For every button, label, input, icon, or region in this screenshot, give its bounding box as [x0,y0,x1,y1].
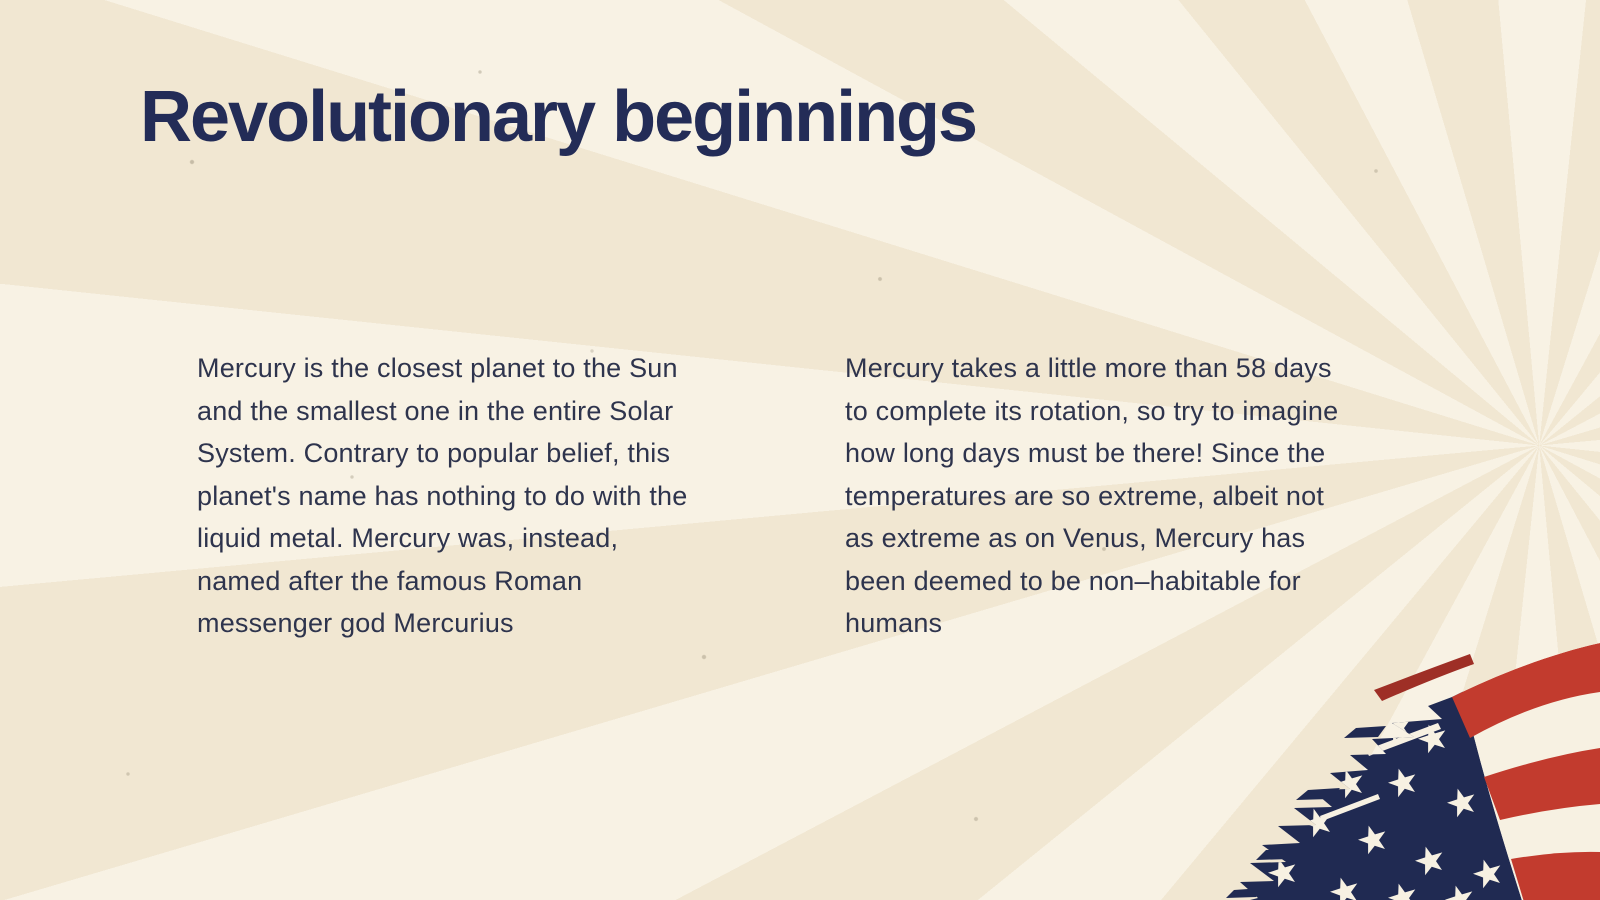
slide-title: Revolutionary beginnings [140,77,977,157]
distressed-american-flag-icon [1120,580,1600,900]
paragraph-left: Mercury is the closest planet to the Sun and the smallest one in the entire Solar System. Contrary to popular belief, this planet's name has nothing to do with the liquid metal. Mercury was, instead, named after the famous Roman messenger god Mercurius [197,353,688,638]
paragraph-right: Mercury takes a little more than 58 days to complete its rotation, so try to imagine how long days must be there! Since the temperatures are so extreme, albeit not as extreme as on Venus, Mercury has been deemed to be non–habitable for humans [845,353,1339,638]
